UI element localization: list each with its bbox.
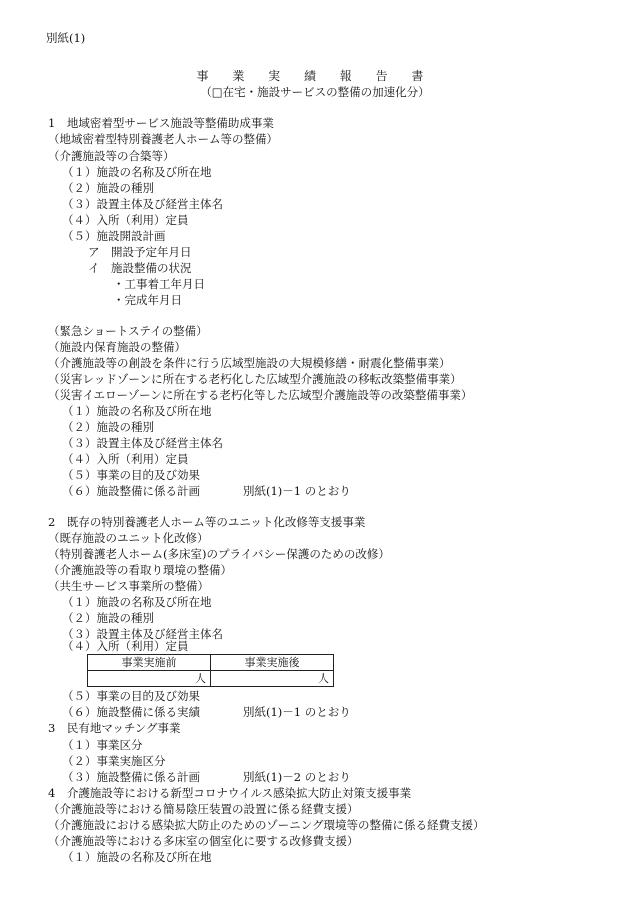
section-line: （施設内保育施設の整備）	[48, 340, 186, 354]
table-cell-before: 人	[88, 671, 211, 687]
reference-note: 別紙(1)－1 のとおり	[243, 705, 351, 719]
bullet-line: ・完成年月日	[113, 293, 182, 307]
section-line: （共生サービス事業所の整備）	[48, 579, 209, 593]
item-line: （１）施設の名称及び所在地	[62, 404, 212, 418]
item-line: （１）施設の名称及び所在地	[62, 165, 212, 179]
page-title: 事 業 実 績 報 告 書	[196, 69, 434, 83]
section-line: （緊急ショートステイの整備）	[48, 324, 208, 338]
section-1-heading: 1 地域密着型サービス施設等整備助成事業	[48, 116, 274, 130]
item-line: （３）設置主体及び経営主体名	[62, 197, 223, 211]
item-line: （３）設置主体及び経営主体名	[62, 627, 223, 641]
page-subtitle: （□在宅・施設サービスの整備の加速化分）	[200, 85, 430, 99]
table-cell-after: 人	[211, 671, 334, 687]
item-line: （６）施設整備に係る計画	[62, 484, 200, 498]
item-line: （５）施設開設計画	[62, 229, 166, 243]
section-line: （災害イエローゾーンに所在する老朽化等した広域型介護施設等の改築整備事業）	[48, 388, 473, 402]
section-line: （災害レッドゾーンに所在する老朽化した広域型介護施設の移転改築整備事業）	[48, 372, 462, 386]
section-3-heading: 3 民有地マッチング事業	[48, 721, 181, 735]
reference-note: 別紙(1)－2 のとおり	[243, 770, 351, 784]
section-line: （介護施設等における簡易陰圧装置の設置に係る経費支援）	[48, 802, 359, 816]
section-line: （既存施設のユニット化改修）	[48, 531, 209, 545]
attachment-label: 別紙(1)	[46, 31, 86, 45]
item-line: （１）施設の名称及び所在地	[62, 850, 212, 864]
item-line: （２）施設の種別	[62, 420, 154, 434]
section-line: （地域密着型特別養護老人ホーム等の整備）	[48, 132, 278, 146]
section-line: （介護施設等の合築等）	[48, 149, 175, 163]
section-line: （介護施設等における多床室の個室化に要する改修費支援）	[48, 834, 359, 848]
item-line: （２）施設の種別	[62, 181, 154, 195]
section-2-heading: 2 既存の特別養護老人ホーム等のユニット化改修等支援事業	[48, 515, 366, 529]
section-line: （介護施設等の創設を条件に行う広域型施設の大規模修繕・耐震化整備事業）	[48, 356, 451, 370]
sub-item-line: イ 施設整備の状況	[88, 261, 192, 275]
item-line: （３）施設整備に係る計画	[62, 770, 200, 784]
capacity-table	[87, 654, 334, 687]
reference-note: 別紙(1)－1 のとおり	[243, 484, 351, 498]
item-line: （５）事業の目的及び効果	[62, 468, 200, 482]
item-line: （６）施設整備に係る実績	[62, 705, 200, 719]
item-line: （４）入所（利用）定員	[62, 213, 189, 227]
item-line: （２）施設の種別	[62, 611, 154, 625]
section-line: （介護施設における感染拡大防止のためのゾーニング環境等の整備に係る経費支援）	[48, 818, 485, 832]
item-line: （４）入所（利用）定員	[62, 639, 189, 653]
bullet-line: ・工事着工年月日	[113, 277, 205, 291]
item-line: （１）事業区分	[62, 738, 143, 752]
section-line: （介護施設等の看取り環境の整備）	[48, 563, 232, 577]
item-line: （３）設置主体及び経営主体名	[62, 436, 223, 450]
item-line: （１）施設の名称及び所在地	[62, 595, 212, 609]
sub-item-line: ア 開設予定年月日	[88, 245, 192, 259]
item-line: （４）入所（利用）定員	[62, 452, 189, 466]
table-header-after: 事業実施後	[211, 655, 334, 671]
item-line: （２）事業実施区分	[62, 754, 166, 768]
section-4-heading: 4 介護施設等における新型コロナウイルス感染拡大防止対策支援事業	[48, 786, 412, 800]
item-line: （５）事業の目的及び効果	[62, 689, 200, 703]
section-line: （特別養護老人ホーム(多床室)のプライバシー保護のための改修）	[48, 547, 390, 561]
table-header-before: 事業実施前	[88, 655, 211, 671]
